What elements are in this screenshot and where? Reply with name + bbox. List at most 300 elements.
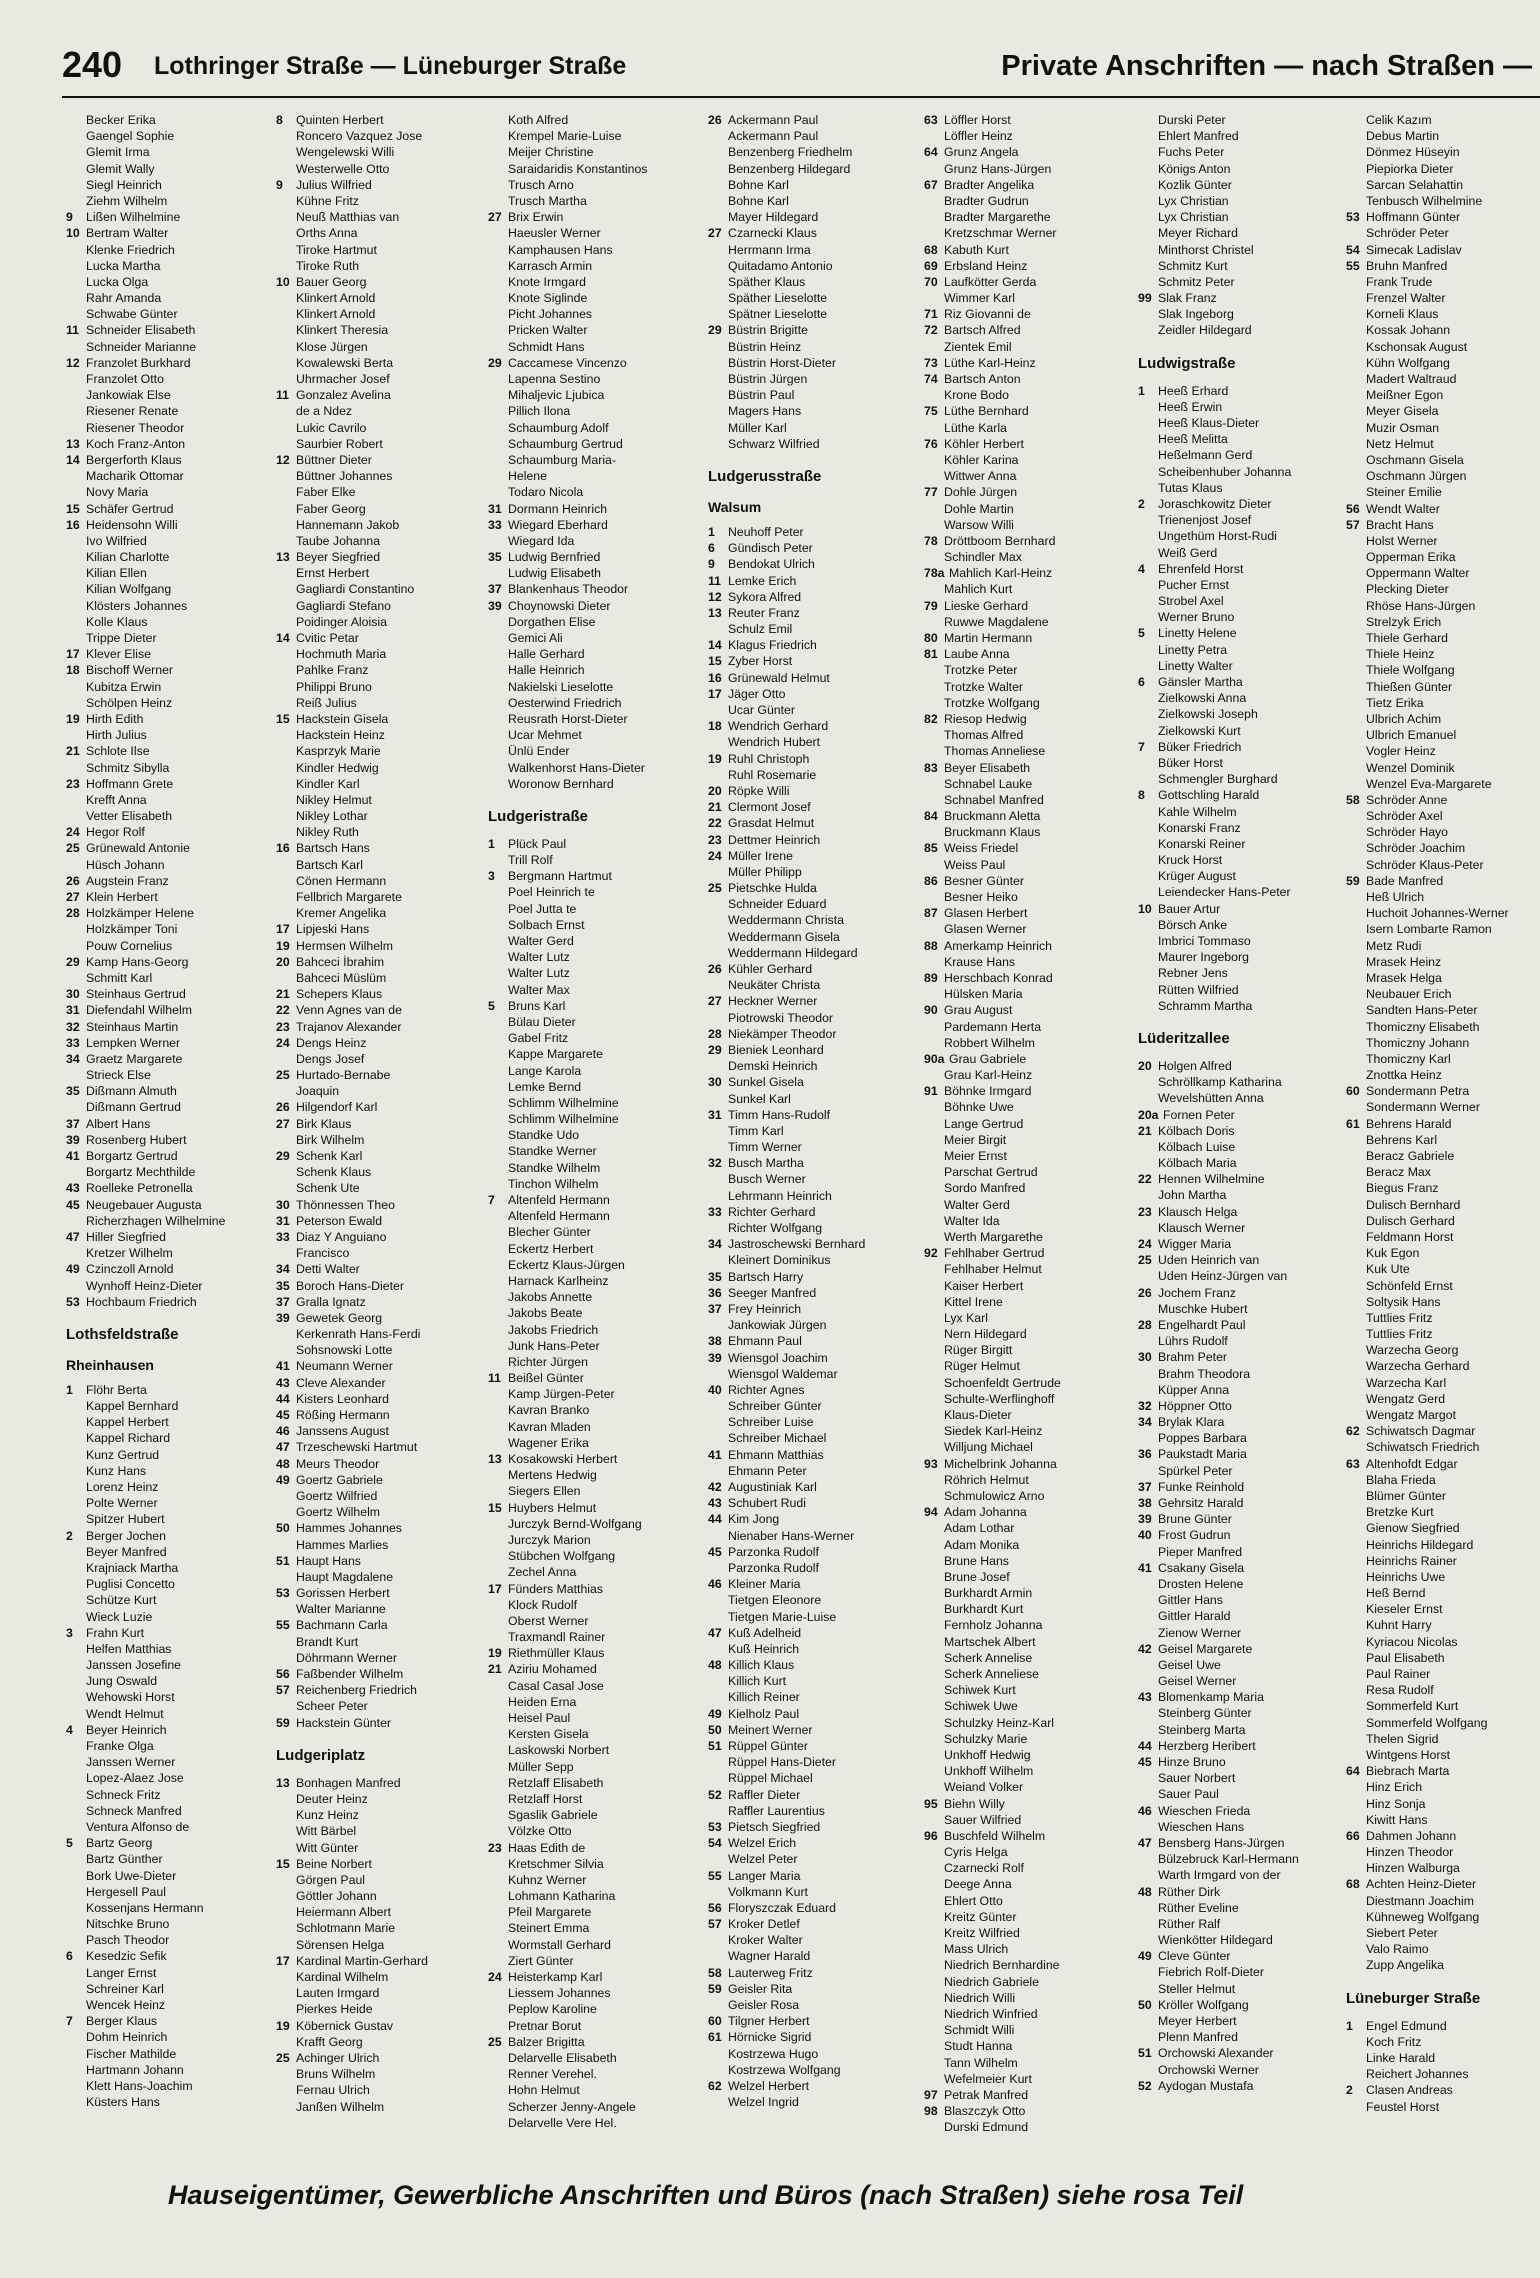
resident-name: Strieck Else [86,1068,151,1083]
resident-entry [488,982,688,998]
resident-name: Klagus Friedrich [728,638,817,653]
resident-entry [924,824,1124,840]
resident-entry [1138,771,1338,787]
resident-entry [488,2050,688,2066]
resident-entry [66,242,266,258]
resident-name: Riz Giovanni de [944,307,1031,322]
resident-entry [1138,1851,1338,1867]
resident-name: Zielkowski Kurt [1158,723,1241,738]
house-number: 88 [924,938,938,953]
resident-name: Kiwitt Hans [1366,1812,1428,1827]
resident-name: Benzenberg Friedhelm [728,145,853,160]
resident-entry [66,1164,266,1180]
resident-entry [488,1160,688,1176]
resident-name: Beracz Gabriele [1366,1149,1455,1163]
resident-entry [924,1828,1124,1844]
house-number: 27 [276,1116,290,1131]
resident-name: Amerkamp Heinrich [944,938,1052,953]
house-number: 75 [924,404,938,419]
resident-name: Rosenberg Hubert [86,1132,187,1147]
resident-name: Orchowski Alexander [1158,2046,1274,2061]
house-number: 10 [276,274,290,289]
resident-name: Jankowiak Else [86,388,171,403]
resident-name: Grunz Angela [944,145,1019,160]
resident-name: Besner Heiko [944,890,1018,904]
resident-name: Albert Hans [86,1116,151,1131]
resident-name: Laskowski Norbert [508,1743,610,1758]
resident-name: Frenzel Walter [1366,291,1446,306]
resident-name: Dorgathen Elise [508,614,596,629]
resident-name: Krajniack Martha [86,1560,179,1575]
resident-name: Büstrin Horst-Dieter [728,355,836,370]
resident-name: Macharik Ottomar [86,469,184,484]
house-number: 43 [708,1496,722,1511]
resident-entry [708,767,908,783]
resident-entry [1138,447,1338,463]
resident-name: Warth Irmgard von der [1158,1868,1281,1883]
resident-name: Graetz Margarete [86,1051,183,1066]
resident-name: Heinrichs Rainer [1366,1553,1457,1568]
resident-name: Schneck Fritz [86,1787,161,1802]
resident-name: Kabuth Kurt [944,242,1009,257]
resident-entry [924,1569,1124,1585]
resident-entry [488,2115,688,2131]
resident-entry [708,306,908,322]
resident-name: Wiensgol Waldemar [728,1366,838,1381]
resident-entry [1138,642,1338,658]
resident-name: Reichenberg Friedrich [296,1683,417,1698]
resident-entry [66,760,266,776]
resident-entry [276,1698,476,1714]
resident-entry [276,549,476,565]
resident-name: Lemke Erich [728,573,797,588]
resident-entry [708,1754,908,1770]
resident-name: Franzolet Otto [86,372,164,386]
resident-name: Schenk Ute [296,1181,360,1196]
resident-entry [924,452,1124,468]
resident-entry [1138,290,1338,306]
resident-name: Kolle Klaus [86,614,148,629]
resident-entry [66,1770,266,1786]
resident-name: Blaszczyk Otto [944,2104,1026,2119]
resident-name: Gaengel Sophie [86,129,175,144]
resident-entry [276,2099,476,2115]
resident-name: Köhler Karina [944,452,1019,467]
resident-name: Scherzer Jenny-Angele [508,2099,636,2114]
resident-name: Lißen Wilhelmine [86,210,181,225]
house-number: 46 [708,1577,722,1592]
resident-name: Joaquin [296,1084,340,1099]
resident-name: Lauterweg Fritz [728,1965,813,1980]
resident-entry [1346,549,1540,565]
resident-name: Wimmer Karl [944,291,1016,306]
resident-name: Bartsch Hans [296,841,370,856]
resident-entry [488,501,688,517]
resident-name: Bohne Karl [728,193,789,208]
resident-name: Niedrich Willi [944,1990,1016,2005]
resident-name: Kieseler Ernst [1366,1602,1443,1617]
resident-name: Minthorst Christel [1158,242,1254,257]
resident-entry [66,1560,266,1576]
resident-entry [276,760,476,776]
resident-entry [708,961,908,977]
resident-name: Scheibenhuber Johanna [1158,464,1292,479]
resident-entry [708,1091,908,1107]
resident-name: Busch Martha [728,1156,804,1171]
resident-name: Resa Rudolf [1366,1683,1434,1698]
resident-name: Magers Hans [728,404,802,419]
resident-entry [1346,193,1540,209]
resident-entry [924,857,1124,873]
resident-entry [66,921,266,937]
resident-entry [1346,274,1540,290]
resident-entry [488,630,688,646]
resident-entry [1346,533,1540,549]
resident-name: Kosakowski Herbert [508,1452,618,1466]
resident-entry [924,905,1124,921]
resident-name: Francisco [296,1246,350,1261]
resident-entry [1138,161,1338,177]
resident-name: Gagliardi Stefano [296,598,392,613]
directory-column-6 [1138,112,1338,2094]
resident-entry [66,1148,266,1164]
house-number: 48 [276,1456,290,1471]
resident-name: Bischoff Werner [86,663,174,678]
resident-name: Brylak Klara [1158,1415,1225,1430]
resident-name: Büstrin Jürgen [728,372,808,386]
resident-entry [924,873,1124,889]
resident-name: Kielholz Paul [728,1706,800,1721]
resident-entry [924,662,1124,678]
resident-name: Sykora Alfred [728,589,802,604]
house-number: 84 [924,809,938,824]
resident-entry [488,242,688,258]
resident-entry [924,209,1124,225]
resident-entry [66,1382,266,1398]
resident-name: Valo Raimo [1366,1942,1429,1957]
house-number: 17 [276,922,290,937]
resident-entry [276,711,476,727]
resident-entry [1346,727,1540,743]
resident-entry [924,1779,1124,1795]
resident-entry [66,1180,266,1196]
resident-name: Meyer Richard [1158,226,1238,241]
resident-entry [1346,1828,1540,1844]
resident-name: Schaumburg Maria- [508,452,616,467]
resident-entry [1346,873,1540,889]
resident-name: Holgen Alfred [1158,1058,1232,1073]
resident-name: Weiand Volker [944,1780,1024,1795]
resident-name: Altenfeld Hermann [508,1193,610,1207]
resident-entry [488,1645,688,1661]
house-number: 24 [276,1035,290,1050]
resident-entry [924,1812,1124,1828]
resident-name: Robbert Wilhelm [944,1035,1035,1050]
resident-name: Beyer Siegfried [296,550,381,565]
resident-name: Kreitz Günter [944,1909,1017,1924]
resident-name: Peterson Ewald [296,1213,383,1228]
resident-name: Lipjeski Hans [296,922,370,937]
resident-name: Julius Wilfried [296,177,372,192]
resident-entry [708,355,908,371]
resident-entry [1346,2082,1540,2098]
resident-name: Feustel Horst [1366,2099,1440,2114]
resident-entry [488,1613,688,1629]
house-number: 41 [66,1149,80,1163]
resident-entry [924,322,1124,338]
resident-name: Franke Olga [86,1739,154,1753]
resident-entry [1138,1916,1338,1932]
resident-name: Glemit Wally [86,161,155,176]
house-number: 69 [924,258,938,273]
resident-entry [488,852,688,868]
resident-entry [1346,1099,1540,1115]
resident-name: Pfeil Margarete [508,1905,592,1920]
house-number: 25 [276,1068,290,1083]
resident-name: Ludwig Elisabeth [508,566,601,581]
house-number: 61 [1346,1116,1360,1131]
house-number: 66 [1346,1828,1360,1843]
resident-entry [66,776,266,792]
resident-entry [276,792,476,808]
house-number: 55 [276,1618,290,1633]
resident-name: Schmitz Kurt [1158,258,1228,273]
resident-name: Koth Alfred [508,113,569,127]
resident-entry [276,808,476,824]
resident-name: Floryszczak Eduard [728,1900,836,1915]
resident-entry [708,209,908,225]
resident-entry [276,1634,476,1650]
resident-entry [1346,2099,1540,2115]
house-number: 16 [708,670,722,685]
resident-name: Jankowiak Jürgen [728,1318,827,1333]
resident-entry [488,161,688,177]
house-number: 68 [924,242,938,257]
resident-entry [924,1197,1124,1213]
resident-entry [924,1925,1124,1941]
resident-entry [66,1099,266,1115]
resident-name: Weddermann Gisela [728,929,840,944]
resident-entry [1346,371,1540,387]
resident-entry [1346,776,1540,792]
resident-name: Steinberg Marta [1158,1722,1246,1737]
house-number: 14 [708,638,722,653]
resident-entry [924,727,1124,743]
resident-entry [488,1192,688,1208]
resident-name: Kim Jong [728,1512,780,1527]
resident-name: Kölbach Doris [1158,1123,1235,1138]
resident-name: Grünewald Antonie [86,841,190,856]
resident-name: Kröller Wolfgang [1158,1997,1249,2012]
resident-name: Hartmann Johann [86,2062,184,2077]
resident-name: Schönfeld Ernst [1366,1278,1453,1293]
resident-name: Deuter Heinz [296,1791,368,1806]
resident-entry [1138,917,1338,933]
resident-name: Weddermann Hildegard [728,945,858,960]
resident-entry [488,2082,688,2098]
resident-entry [488,1046,688,1062]
house-number: 13 [276,1775,290,1790]
house-number: 45 [66,1197,80,1212]
resident-name: Böhnke Uwe [944,1100,1014,1115]
resident-name: Thomiczny Johann [1366,1035,1470,1050]
resident-entry [924,1245,1124,1261]
resident-name: Killich Kurt [728,1674,787,1689]
resident-name: Heidensohn Willi [86,517,178,532]
resident-entry [488,1791,688,1807]
house-number: 16 [276,841,290,856]
resident-name: Lyx Karl [944,1310,988,1325]
resident-name: Kühneweg Wolfgang [1366,1909,1480,1924]
resident-entry [66,598,266,614]
house-number: 7 [488,1193,495,1207]
resident-name: Puglisi Concetto [86,1577,175,1592]
resident-entry [708,929,908,945]
resident-entry [276,1213,476,1229]
resident-entry [924,112,1124,128]
resident-entry [488,339,688,355]
house-number: 59 [1346,873,1360,888]
resident-name: Klinkert Theresia [296,323,389,338]
resident-entry [924,1002,1124,1018]
resident-entry [276,598,476,614]
resident-entry [66,193,266,209]
resident-name: Dulisch Bernhard [1366,1197,1461,1212]
resident-name: Bülzebruck Karl-Hermann [1158,1852,1299,1867]
resident-entry [488,209,688,225]
house-number: 78a [924,566,945,581]
resident-entry [924,1148,1124,1164]
resident-name: Langer Maria [728,1868,801,1883]
resident-name: Brandt Kurt [296,1634,359,1649]
resident-entry [1138,1495,1338,1511]
resident-entry [708,993,908,1009]
resident-entry [1346,1116,1540,1132]
resident-entry [708,2062,908,2078]
resident-name: Rüppel Hans-Dieter [728,1755,836,1770]
house-number: 58 [708,1965,722,1980]
resident-name: Bohne Karl [728,177,789,192]
resident-name: Blankenhaus Theodor [508,582,629,597]
resident-name: Schiwek Kurt [944,1683,1016,1698]
resident-entry [488,1176,688,1192]
resident-entry [66,1738,266,1754]
resident-name: Kuß Adelheid [728,1625,802,1640]
resident-entry [1138,1317,1338,1333]
house-number: 25 [488,2034,502,2049]
resident-name: Fehlhaber Gertrud [944,1246,1045,1261]
resident-name: Opperman Erika [1366,550,1456,565]
resident-name: Herschbach Konrad [944,970,1053,985]
resident-name: Geisel Uwe [1158,1657,1221,1672]
resident-name: Wienkötter Hildegard [1158,1933,1273,1948]
resident-name: Tiroke Ruth [296,258,360,273]
resident-entry [1138,1285,1338,1301]
house-number: 25 [276,2050,290,2065]
resident-name: Trippe Dieter [86,631,157,645]
resident-entry [924,695,1124,711]
resident-name: Linetty Walter [1158,658,1233,673]
resident-name: Walter Marianne [296,1602,386,1617]
resident-name: Blecher Günter [508,1225,591,1240]
resident-name: Bahceci Müslüm [296,970,387,985]
resident-name: Pricken Walter [508,323,588,338]
resident-name: Slak Ingeborg [1158,307,1234,322]
resident-name: Kuk Egon [1366,1246,1420,1261]
resident-entry [708,1350,908,1366]
resident-name: Oppermann Walter [1366,566,1470,581]
resident-entry [1346,1747,1540,1763]
resident-name: Schäfer Gertrud [86,501,174,516]
resident-name: Soltysik Hans [1366,1294,1441,1309]
house-number: 85 [924,841,938,856]
resident-entry [924,1650,1124,1666]
resident-entry [708,225,908,241]
resident-name: Schmulowicz Arno [944,1488,1045,1503]
resident-entry [66,2029,266,2045]
resident-entry [1138,1107,1338,1123]
resident-name: Bertram Walter [86,226,169,241]
resident-name: Znottka Heinz [1366,1068,1442,1083]
resident-entry [924,889,1124,905]
resident-entry [488,743,688,759]
resident-name: Kappel Bernhard [86,1399,179,1414]
resident-entry [708,258,908,274]
resident-name: Sunkel Gisela [728,1075,804,1090]
resident-name: Hannemann Jakob [296,517,400,532]
resident-entry [276,274,476,290]
resident-entry [488,420,688,436]
resident-name: Hirth Julius [86,728,147,743]
resident-name: Lange Gertrud [944,1116,1024,1131]
resident-name: Ziert Günter [508,1953,574,1968]
resident-name: Rüger Helmut [944,1359,1020,1374]
resident-name: Schlotmann Marie [296,1921,396,1936]
resident-entry [708,799,908,815]
resident-entry [66,1754,266,1770]
resident-name: Wagener Erika [508,1435,589,1450]
resident-name: Lyx Christian [1158,210,1229,225]
resident-entry [1346,436,1540,452]
resident-name: Reichert Johannes [1366,2067,1469,2082]
resident-name: Schepers Klaus [296,987,383,1002]
resident-name: Bartsch Harry [728,1269,804,1284]
resident-name: Orths Anna [296,226,358,241]
resident-entry [924,1796,1124,1812]
house-number: 57 [708,1917,722,1932]
house-number: 43 [66,1181,80,1196]
resident-name: Steiner Emilie [1366,485,1442,500]
resident-entry [66,177,266,193]
resident-entry [488,1953,688,1969]
resident-name: Haupt Magdalene [296,1569,394,1584]
resident-name: Feldmann Horst [1366,1229,1454,1244]
resident-entry [276,1164,476,1180]
resident-entry [488,1030,688,1046]
resident-entry [1138,1948,1338,1964]
resident-name: Clasen Andreas [1366,2083,1453,2098]
resident-entry [924,533,1124,549]
resident-entry [708,1398,908,1414]
resident-name: Steller Helmut [1158,1981,1236,1996]
resident-entry [924,1974,1124,1990]
district-heading: Rheinhausen [66,1356,154,1373]
resident-entry [488,2099,688,2115]
resident-name: Neugebauer Augusta [86,1197,202,1212]
resident-entry [66,112,266,128]
resident-entry [708,290,908,306]
resident-entry [708,242,908,258]
